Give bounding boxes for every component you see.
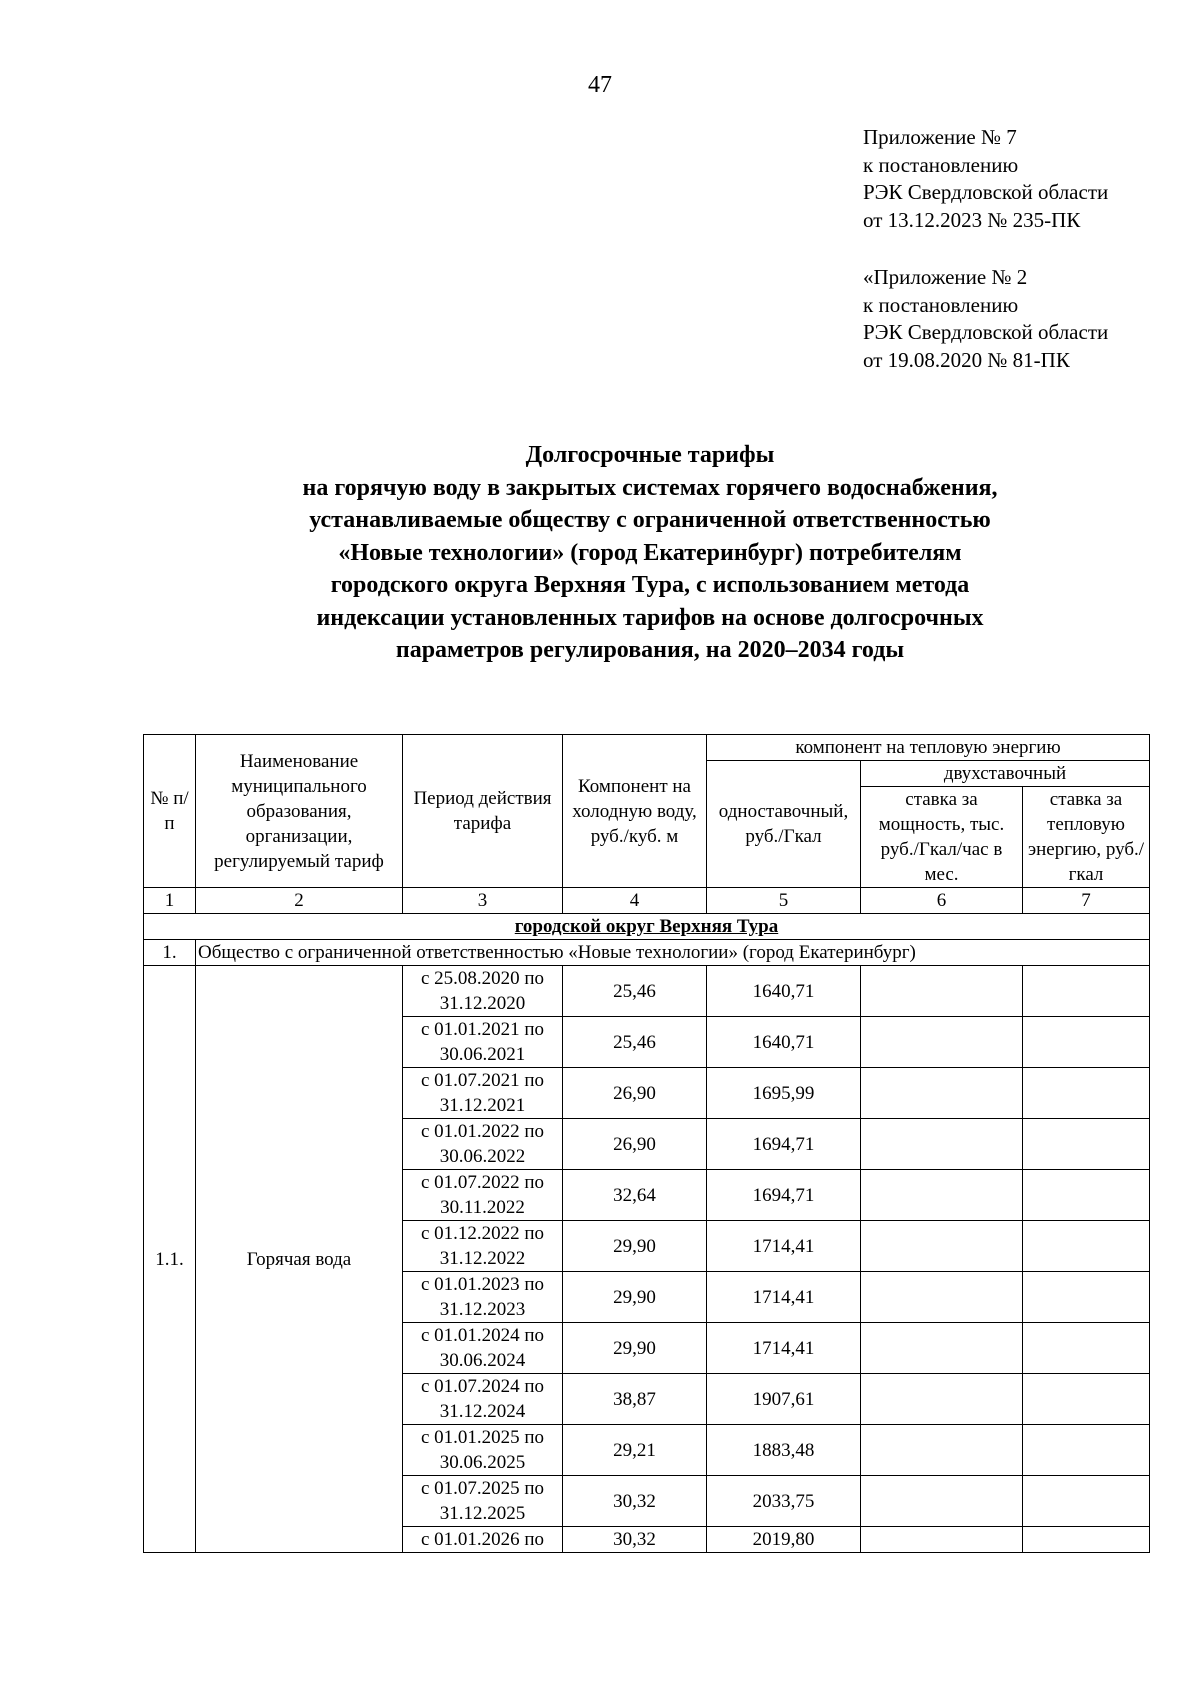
title-line: индексации установленных тарифов на основе долгосрочных [316,604,984,631]
cold-water-cell: 30,32 [563,1527,707,1553]
single-rate-cell: 2033,75 [707,1476,861,1527]
capacity-rate-cell [861,1527,1023,1553]
period-cell: с 01.07.2022 по 30.11.2022 [403,1170,563,1221]
period-cell: с 01.01.2026 по [403,1527,563,1553]
column-number: 7 [1023,888,1150,914]
cold-water-cell: 26,90 [563,1119,707,1170]
title-line: на горячую воду в закрытых системах горячего водоснабжения, [302,474,998,501]
single-rate-cell: 1714,41 [707,1272,861,1323]
capacity-rate-cell [861,1374,1023,1425]
energy-rate-cell [1023,1068,1150,1119]
period-cell: с 25.08.2020 по 31.12.2020 [403,966,563,1017]
section-row [144,914,1150,940]
appendix-original-line: к постановлению [863,292,1019,317]
period-cell: с 01.01.2025 по 30.06.2025 [403,1425,563,1476]
single-rate-cell: 2019,80 [707,1527,861,1553]
period-cell: с 01.12.2022 по 31.12.2022 [403,1221,563,1272]
single-rate-cell: 1695,99 [707,1068,861,1119]
single-rate-cell: 1640,71 [707,966,861,1017]
item-num: 1.1. [144,966,196,1553]
column-number: 5 [707,888,861,914]
appendix-original-line: от 19.08.2020 № 81-ПК [863,347,1070,372]
period-cell: с 01.07.2025 по 31.12.2025 [403,1476,563,1527]
capacity-rate-cell [861,1323,1023,1374]
header-num: № п/п [144,735,196,888]
column-number: 2 [196,888,403,914]
organization-row [144,940,1150,966]
period-cell: с 01.01.2021 по 30.06.2021 [403,1017,563,1068]
header-two-rate: двухставочный [861,761,1150,787]
tariff-table [143,734,1150,1553]
cold-water-cell: 29,90 [563,1323,707,1374]
column-number: 1 [144,888,196,914]
document-title [140,439,1160,667]
header-period: Период действия тарифа [403,735,563,888]
energy-rate-cell [1023,1272,1150,1323]
column-number-row [144,888,1150,914]
energy-rate-cell [1023,1221,1150,1272]
capacity-rate-cell [861,1221,1023,1272]
title-line: устанавливаемые обществу с ограниченной ответственностью [309,507,991,533]
period-cell: с 01.01.2024 по 30.06.2024 [403,1323,563,1374]
energy-rate-cell [1023,1527,1150,1553]
energy-rate-cell [1023,1119,1150,1170]
appendix-current-line: к постановлению [863,152,1019,177]
section-title: городской округ Верхняя Тура [144,914,1150,940]
single-rate-cell: 1714,41 [707,1221,861,1272]
single-rate-cell: 1907,61 [707,1374,861,1425]
title-line: Долгосрочные тарифы [525,442,775,468]
cold-water-cell: 38,87 [563,1374,707,1425]
column-number: 4 [563,888,707,914]
title-line: «Новые технологии» (город Екатеринбург) потребителям [338,539,962,566]
capacity-rate-cell [861,1272,1023,1323]
table-row [144,966,1150,1017]
organization-name: Общество с ограниченной ответственностью «Новые технологии» (город Екатеринбург) [196,940,1150,966]
appendix-current-line: Приложение № 7 [863,125,1017,149]
column-number: 6 [861,888,1023,914]
organization-num: 1. [144,940,196,966]
item-name: Горячая вода [196,966,403,1553]
single-rate-cell: 1714,41 [707,1323,861,1374]
period-cell: с 01.01.2023 по 31.12.2023 [403,1272,563,1323]
cold-water-cell: 25,46 [563,966,707,1017]
energy-rate-cell [1023,1323,1150,1374]
cold-water-cell: 26,90 [563,1068,707,1119]
cold-water-cell: 32,64 [563,1170,707,1221]
capacity-rate-cell [861,966,1023,1017]
appendix-original-block [863,264,1183,374]
energy-rate-cell [1023,1017,1150,1068]
header-heat-component: компонент на тепловую энергию [707,735,1150,761]
period-cell: с 01.07.2024 по 31.12.2024 [403,1374,563,1425]
energy-rate-cell [1023,966,1150,1017]
single-rate-cell: 1640,71 [707,1017,861,1068]
appendix-original-line: РЭК Свердловской области [863,320,1109,344]
header-single-rate: одноставочный, руб./Гкал [707,761,861,888]
title-line: параметров регулирования, на 2020–2034 годы [395,637,905,663]
energy-rate-cell [1023,1374,1150,1425]
single-rate-cell: 1883,48 [707,1425,861,1476]
capacity-rate-cell [861,1170,1023,1221]
capacity-rate-cell [861,1425,1023,1476]
energy-rate-cell [1023,1476,1150,1527]
column-number: 3 [403,888,563,914]
capacity-rate-cell [861,1068,1023,1119]
capacity-rate-cell [861,1119,1023,1170]
appendix-current-line: от 13.12.2023 № 235-ПК [863,207,1081,232]
period-cell: с 01.07.2021 по 31.12.2021 [403,1068,563,1119]
energy-rate-cell [1023,1170,1150,1221]
capacity-rate-cell [861,1476,1023,1527]
period-cell: с 01.01.2022 по 30.06.2022 [403,1119,563,1170]
header-cold-water: Компонент на холодную воду, руб./куб. м [563,735,707,888]
appendix-current-line: РЭК Свердловской области [863,180,1109,204]
cold-water-cell: 25,46 [563,1017,707,1068]
header-capacity-rate: ставка за мощность, тыс. руб./Гкал/час в мес. [861,787,1023,888]
header-energy-rate: ставка за тепловую энергию, руб./гкал [1023,787,1150,888]
single-rate-cell: 1694,71 [707,1170,861,1221]
cold-water-cell: 29,21 [563,1425,707,1476]
single-rate-cell: 1694,71 [707,1119,861,1170]
appendix-original-line: «Приложение № 2 [863,265,1028,289]
header-name: Наименование муниципального образования, организации, регулируемый тариф [196,735,403,888]
cold-water-cell: 30,32 [563,1476,707,1527]
capacity-rate-cell [861,1017,1023,1068]
title-line: городского округа Верхняя Тура, с использованием метода [330,572,970,598]
page-number: 47 [588,72,612,98]
cold-water-cell: 29,90 [563,1272,707,1323]
appendix-current-block [863,124,1183,234]
cold-water-cell: 29,90 [563,1221,707,1272]
energy-rate-cell [1023,1425,1150,1476]
